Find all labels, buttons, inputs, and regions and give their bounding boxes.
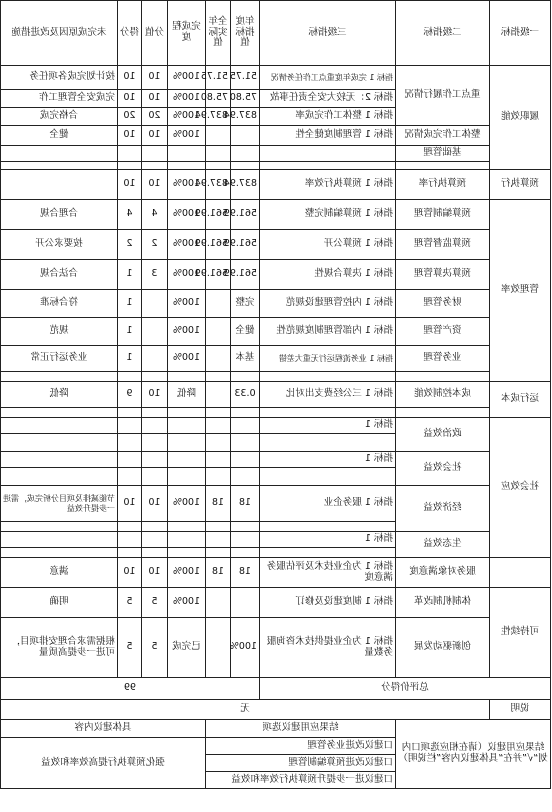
empty-cell	[231, 372, 260, 382]
empty-cell	[168, 452, 206, 468]
category-cell: 预算执行	[490, 170, 551, 200]
subcategory-cell: 预算编制管理	[396, 200, 490, 230]
total-score: 99	[1, 678, 260, 700]
indicator-cell: 指标 1 预算编制完整	[260, 200, 396, 230]
empty-cell	[231, 532, 260, 548]
reason-cell: 按计划完成各项任务	[1, 66, 118, 90]
category-cell: 社会效应	[490, 418, 551, 558]
value-cell: 100%	[168, 588, 206, 618]
value-cell: 100%	[168, 90, 206, 108]
table-row	[1, 170, 551, 200]
subcategory-cell: 资产管理	[396, 318, 490, 346]
subcategory-cell: 经济效益	[396, 486, 490, 532]
reason-cell: 节能减排及项目分析完成，需进一步提升效益	[1, 486, 118, 522]
empty-cell	[1, 468, 118, 486]
table-row	[1, 418, 551, 434]
reason-cell: 满意	[1, 558, 118, 588]
empty-cell	[168, 532, 206, 548]
indicator-cell: 指标 1 内控管理建设规范	[260, 290, 396, 318]
reason-cell: 合理合规	[1, 200, 118, 230]
value-cell: 10	[118, 558, 142, 588]
value-cell: 51.75	[206, 66, 231, 90]
value-cell: 5	[142, 618, 168, 678]
empty-cell	[168, 418, 206, 434]
value-cell: 基本	[231, 346, 260, 372]
total-label: 总评价得分	[260, 678, 551, 700]
value-cell: 837.94	[231, 170, 260, 200]
value-cell	[206, 346, 231, 372]
value-cell	[142, 318, 168, 346]
value-cell: 10	[142, 66, 168, 90]
table-row	[1, 558, 551, 588]
advice-text: 强化预算执行提高效率和效益	[1, 738, 206, 789]
empty-cell	[260, 162, 396, 170]
empty-cell	[168, 522, 206, 532]
value-cell: 561.99	[206, 230, 231, 260]
table-row	[1, 230, 551, 260]
empty-cell	[206, 452, 231, 468]
value-cell: 10	[142, 126, 168, 146]
value-cell: 837.94	[231, 108, 260, 126]
value-cell: 100%	[168, 66, 206, 90]
empty-cell	[168, 372, 206, 382]
subcategory-cell: 整体工作完成情况	[396, 126, 490, 146]
subcategory-cell: 政治效益	[396, 418, 490, 452]
empty-cell	[231, 162, 260, 170]
subcategory-cell: 重点工作履行情况	[396, 66, 490, 126]
empty-cell	[118, 434, 142, 452]
empty-cell	[142, 408, 168, 418]
subcategory-cell: 基础管理	[396, 146, 490, 162]
empty-cell	[142, 418, 168, 434]
header-row	[1, 1, 551, 66]
empty-cell	[260, 434, 396, 452]
reason-cell: 符合标准	[1, 290, 118, 318]
empty-cell	[168, 548, 206, 558]
empty-cell	[142, 548, 168, 558]
reason-cell: 按要求公开	[1, 230, 118, 260]
empty-cell	[142, 468, 168, 486]
table-row	[1, 408, 551, 418]
value-cell: 75.80	[206, 90, 231, 108]
empty-cell	[206, 522, 231, 532]
value-cell: 已完成	[168, 618, 206, 678]
advice-options-label: 结果应用建议选项	[206, 720, 396, 738]
value-cell: 10	[118, 486, 142, 522]
empty-cell	[1, 372, 118, 382]
advice-content-label: 具体建议内容	[1, 720, 206, 738]
indicator-cell: 指标 1 完成年度重点工作任务情况	[260, 66, 396, 90]
value-cell: 10	[118, 66, 142, 90]
value-cell: 5	[118, 618, 142, 678]
advice-usage-label: 结果应用建议（请在相应选项口内划“√”并在“具体建议内容”栏说明）	[396, 720, 551, 789]
indicator-cell: 指标 1 为企业技术及评估服务满意度	[260, 558, 396, 588]
header-cell: 未完成原因及改进措施	[1, 1, 118, 66]
value-cell: 9	[118, 382, 142, 408]
subcategory-cell: 预算决算管理	[396, 260, 490, 290]
table-row	[1, 260, 551, 290]
header-cell: 分值	[142, 1, 168, 66]
empty-cell	[1, 522, 118, 532]
reason-cell: 合法合规	[1, 260, 118, 290]
value-cell: 1	[118, 290, 142, 318]
empty-cell	[118, 162, 142, 170]
table-row	[1, 588, 551, 618]
indicator-cell: 指标 1 管理制度健全性	[260, 126, 396, 146]
value-cell: 561.99	[206, 200, 231, 230]
empty-cell	[396, 162, 490, 170]
value-cell: 10	[142, 90, 168, 108]
empty-cell	[142, 434, 168, 452]
empty-cell	[118, 418, 142, 434]
reason-cell: 业务运行正常	[1, 346, 118, 372]
empty-cell	[231, 146, 260, 162]
value-cell: 561.99	[206, 260, 231, 290]
indicator-cell: 指标 1 业务流程运行无重大差错	[260, 346, 396, 372]
reason-cell: 完成安全管理工作	[1, 90, 118, 108]
empty-cell	[1, 146, 118, 162]
header-cell: 完成程度	[168, 1, 206, 66]
value-cell: 3	[142, 260, 168, 290]
empty-cell	[1, 532, 118, 548]
empty-cell	[168, 146, 206, 162]
empty-cell	[168, 434, 206, 452]
value-cell: 100%	[168, 558, 206, 588]
empty-cell	[231, 418, 260, 434]
value-cell: 10	[142, 486, 168, 522]
header-cell: 年度指标值	[231, 1, 260, 66]
empty-cell	[206, 468, 231, 486]
header-cell: 得分	[118, 1, 142, 66]
value-cell: 1	[118, 346, 142, 372]
table-row	[1, 126, 551, 146]
empty-cell	[206, 146, 231, 162]
table-row	[1, 382, 551, 408]
value-cell	[206, 318, 231, 346]
reason-cell: 明确	[1, 588, 118, 618]
category-cell: 可持续性	[490, 588, 551, 678]
category-cell: 运行成本	[490, 382, 551, 418]
indicator-cell: 指标 1	[260, 418, 396, 434]
value-cell: 837.94	[206, 108, 231, 126]
table-row	[1, 66, 551, 90]
category-cell-blank	[490, 558, 551, 588]
table-row	[1, 200, 551, 230]
indicator-cell: 指标 1	[260, 452, 396, 468]
empty-cell	[118, 146, 142, 162]
subcategory-cell: 创新驱动发展	[396, 618, 490, 678]
value-cell: 100%	[168, 486, 206, 522]
table-row	[1, 162, 551, 170]
empty-cell	[118, 548, 142, 558]
value-cell: 100%	[168, 290, 206, 318]
empty-cell	[260, 468, 396, 486]
value-cell	[206, 290, 231, 318]
value-cell: 5	[142, 588, 168, 618]
value-cell: 10	[142, 382, 168, 408]
subcategory-cell: 社会效益	[396, 452, 490, 486]
empty-cell	[206, 408, 231, 418]
value-cell: 10	[142, 170, 168, 200]
empty-cell	[260, 548, 396, 558]
table-row	[1, 318, 551, 346]
subcategory-cell: 财务管理	[396, 290, 490, 318]
note-row	[1, 700, 551, 720]
reason-cell: 根据需求合理安排项目，可进一步提高质量	[1, 618, 118, 678]
empty-cell	[142, 452, 168, 468]
advice-header-row	[1, 720, 551, 738]
value-cell: 837.94	[206, 170, 231, 200]
value-cell: 18	[231, 558, 260, 588]
subcategory-cell: 业务管理	[396, 346, 490, 372]
category-cell: 管理效率	[490, 200, 551, 382]
subcategory-cell: 预算监督管理	[396, 230, 490, 260]
indicator-cell: 指标 1 预算公开	[260, 230, 396, 260]
empty-cell	[231, 408, 260, 418]
table-row	[1, 486, 551, 522]
table-row	[1, 346, 551, 372]
empty-cell	[118, 452, 142, 468]
table-row	[1, 146, 551, 162]
empty-cell	[206, 532, 231, 548]
empty-cell	[142, 532, 168, 548]
value-cell: 10	[118, 170, 142, 200]
empty-cell	[231, 452, 260, 468]
table-row	[1, 452, 551, 468]
value-cell	[231, 126, 260, 146]
header-cell: 二级指标	[396, 1, 490, 66]
value-cell: 561.99	[231, 260, 260, 290]
note-value: 无	[1, 700, 490, 720]
empty-cell	[142, 372, 168, 382]
empty-cell	[168, 408, 206, 418]
value-cell: 20	[142, 108, 168, 126]
empty-cell	[1, 548, 118, 558]
value-cell: 1	[118, 260, 142, 290]
value-cell: 健全	[231, 318, 260, 346]
indicator-cell: 指标 1 内部管理制度规范性	[260, 318, 396, 346]
value-cell: 4	[118, 200, 142, 230]
empty-cell	[142, 146, 168, 162]
indicator-cell: 指标 1 预算执行效率	[260, 170, 396, 200]
empty-cell	[168, 162, 206, 170]
empty-cell	[260, 372, 396, 382]
value-cell	[142, 290, 168, 318]
indicator-cell: 指标 2：无较大安全责任事故	[260, 90, 396, 108]
indicator-cell: 指标 1 为企业提供技术咨询服务数量	[260, 618, 396, 678]
value-cell: 100%	[168, 230, 206, 260]
reason-cell	[1, 170, 118, 200]
reason-cell: 健全	[1, 126, 118, 146]
note-label: 说明	[490, 700, 551, 720]
value-cell: 100%	[168, 170, 206, 200]
value-cell: 100%	[231, 618, 260, 678]
empty-cell	[260, 522, 396, 532]
empty-cell	[260, 146, 396, 162]
empty-cell	[260, 408, 396, 418]
value-cell: 20	[118, 108, 142, 126]
value-cell: 18	[231, 486, 260, 522]
option-checkbox-1[interactable]: 口建议改进业务管理	[206, 738, 396, 755]
value-cell: 4	[142, 200, 168, 230]
value-cell: 18	[206, 486, 231, 522]
indicator-cell: 指标 1 决算合规性	[260, 260, 396, 290]
empty-cell	[206, 418, 231, 434]
value-cell: 561.99	[231, 230, 260, 260]
empty-cell	[1, 162, 118, 170]
indicator-cell: 指标 1 服务企业	[260, 486, 396, 522]
reason-cell: 规范	[1, 318, 118, 346]
value-cell: 10	[118, 90, 142, 108]
empty-cell	[231, 522, 260, 532]
value-cell: 0.33	[231, 382, 260, 408]
indicator-cell: 指标 1	[260, 532, 396, 548]
subcategory-cell: 服务对象满意度	[396, 558, 490, 588]
reason-cell: 降低	[1, 382, 118, 408]
value-cell: 2	[118, 230, 142, 260]
value-cell	[206, 382, 231, 408]
empty-cell	[206, 372, 231, 382]
empty-cell	[396, 372, 490, 382]
subcategory-cell: 体制机制改革	[396, 588, 490, 618]
empty-cell	[206, 548, 231, 558]
header-cell: 一级指标	[490, 1, 551, 66]
value-cell: 10	[142, 558, 168, 588]
value-cell: 100%	[168, 346, 206, 372]
option-checkbox-3[interactable]: 口建议进一步提升预算执行效率和效益	[206, 772, 396, 789]
value-cell: 100%	[168, 126, 206, 146]
empty-cell	[231, 434, 260, 452]
empty-cell	[1, 434, 118, 452]
value-cell: 100%	[168, 200, 206, 230]
header-cell: 全年实际值	[206, 1, 231, 66]
empty-cell	[118, 372, 142, 382]
empty-cell	[142, 162, 168, 170]
header-cell: 三级指标	[260, 1, 396, 66]
category-cell: 履职效能	[490, 66, 551, 170]
value-cell	[206, 588, 231, 618]
value-cell: 完整	[231, 290, 260, 318]
value-cell	[142, 346, 168, 372]
value-cell: 2	[142, 230, 168, 260]
empty-cell	[231, 548, 260, 558]
empty-cell	[118, 468, 142, 486]
empty-cell	[118, 532, 142, 548]
subcategory-cell: 生态效益	[396, 532, 490, 558]
empty-cell	[1, 408, 118, 418]
empty-cell	[1, 452, 118, 468]
value-cell: 100%	[168, 108, 206, 126]
option-checkbox-2[interactable]: 口建议改进预算编制管理	[206, 755, 396, 772]
value-cell: 100%	[168, 318, 206, 346]
value-cell: 18	[206, 558, 231, 588]
value-cell	[206, 618, 231, 678]
indicator-cell: 指标 1 制度建设及修订	[260, 588, 396, 618]
value-cell: 561.99	[231, 200, 260, 230]
reason-cell: 合格完成	[1, 108, 118, 126]
empty-cell	[396, 408, 490, 418]
empty-cell	[1, 418, 118, 434]
value-cell	[206, 126, 231, 146]
value-cell	[231, 588, 260, 618]
value-cell: 1	[118, 318, 142, 346]
empty-cell	[142, 522, 168, 532]
value-cell: 75.80	[231, 90, 260, 108]
empty-cell	[168, 468, 206, 486]
empty-cell	[206, 162, 231, 170]
table-row	[1, 290, 551, 318]
table-row	[1, 618, 551, 678]
table-row	[1, 532, 551, 548]
empty-cell	[231, 468, 260, 486]
value-cell: 降低	[168, 382, 206, 408]
subcategory-cell: 成本控制效能	[396, 382, 490, 408]
empty-cell	[206, 434, 231, 452]
indicator-cell: 指标 1 三公经费支出对比	[260, 382, 396, 408]
empty-cell	[118, 408, 142, 418]
value-cell: 100%	[168, 260, 206, 290]
value-cell: 51.75	[231, 66, 260, 90]
total-row	[1, 678, 551, 700]
value-cell: 10	[118, 126, 142, 146]
table-row	[1, 372, 551, 382]
subcategory-cell: 预算执行率	[396, 170, 490, 200]
indicator-cell: 指标 1 整体工作完成率	[260, 108, 396, 126]
value-cell: 5	[118, 588, 142, 618]
empty-cell	[118, 522, 142, 532]
